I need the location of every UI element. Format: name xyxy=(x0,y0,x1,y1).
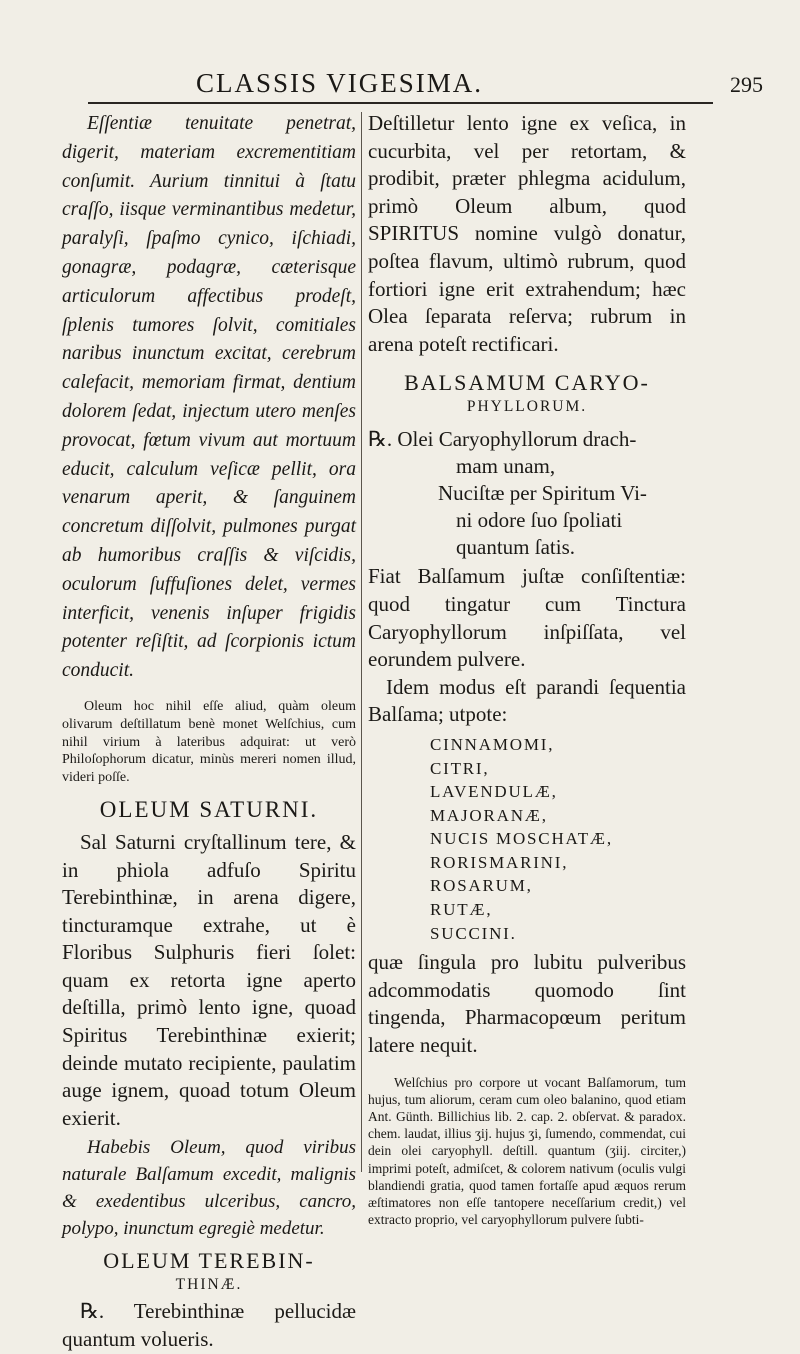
list-item: CINNAMOMI, xyxy=(430,734,555,754)
header-rule xyxy=(88,102,713,104)
recipe-item-1-line1: ℞. Olei Caryophyllorum drach- xyxy=(368,427,637,452)
recipe-item-2-line1: Nuciſtæ per Spiritum Vi- xyxy=(438,481,647,506)
heading-balsamum-line2: PHYLLORUM. xyxy=(466,398,588,416)
column-divider xyxy=(361,112,362,1172)
heading-balsamum-line1: BALSAMUM CARYO- xyxy=(404,370,650,396)
fiat-paragraph: Fiat Balſamum juſtæ conſiſtentiæ: quod tingatur cum Tinctura Caryophyllorum inſpiſſata, vel eorundem pulvere. xyxy=(368,564,686,672)
saturni-virtues: Habebis Oleum, quod viribus naturale Balſamum excedit, malignis & exedentibus ulceribus, cancro, polypo, inunctum egregiè medetur. xyxy=(62,1137,356,1240)
page-header xyxy=(0,68,800,104)
list-item: CITRI, xyxy=(430,758,490,778)
list-item: LAVENDULÆ, xyxy=(430,782,558,802)
recipe-item-1 xyxy=(368,426,686,480)
idem-paragraph: Idem modus eſt parandi ſequentia Balſama; utpote: xyxy=(368,674,686,727)
page-number: 295 xyxy=(730,72,763,97)
footnote-left: Oleum hoc nihil eſſe aliud, quàm oleum olivarum deſtillatum benè monet Welſchius, cum nihil virium à lateribus adquirat: ut verò Philoſophorum dicatur, minùs mereri nomen illud, videri poſſe. xyxy=(62,698,356,786)
list-item: RORISMARINI, xyxy=(430,852,569,872)
recipe-item-1-line2: mam unam, xyxy=(456,454,556,479)
list-item: RUTÆ, xyxy=(430,900,493,920)
heading-oleum-terebinthinae xyxy=(62,1248,356,1296)
heading-oleum-saturni: OLEUM SATURNI. xyxy=(99,796,319,822)
left-column xyxy=(62,110,356,1354)
heading-terebinthinae-line2: THINÆ. xyxy=(175,1276,243,1294)
heading-terebinthinae-line1: OLEUM TEREBIN- xyxy=(103,1248,315,1274)
recipe-item-2 xyxy=(368,480,686,561)
footnote-right: Welſchius pro corpore ut vocant Balſamorum, tum hujus, tum aliorum, ceram cum oleo balanino, quod etiam Ant. Günth. Billichius lib. 2. cap. 2. obſervat. & paradox. chem. laudat, illius ʒij. hujus ʒi, ſumendo, commendat, cui dein olei caryophyll. deſtill. quantum (ʒiij. circiter,) imprimi poteſt, admiſcet, & colorem nativum (oculis vulgi blandiendi gratia, quod tamen fortaſſe apud æquos rerum æſtimatores non eſſe tantopere neceſſarium credit,) vel extracto proprio, vel caryophyllorum pulvere ſubti- xyxy=(368,1074,686,1228)
quae-paragraph: quæ ſingula pro lubitu pulveribus adcommodatis quomodo ſint tingenda, Pharmacopœum peritum latere nequit. xyxy=(368,950,686,1058)
running-title: CLASSIS VIGESIMA. xyxy=(196,68,484,98)
list-item: NUCIS MOSCHATÆ, xyxy=(430,829,613,849)
distillation-paragraph: Deſtilletur lento igne ex veſica, in cucurbita, vel per retortam, & prodibit, præter phlegma acidulum, primò Oleum album, quod SPIRITUS nomine vulgò donatur, poſtea flavum, ultimò rubrum, quod fortiori igne erit extrahendum; hæc Olea ſeparata reſerva; rubrum in arena poteſt rectificari. xyxy=(368,111,686,356)
saturni-recipe: Sal Saturni cryſtallinum tere, & in phiola adfuſo Spiritu Terebinthinæ, in arena digere, tincturamque extrahe, ut è Floribus Sulphuris fieri ſolet: quam ex retorta igne aperto deſtilla, primò lento igne, quoad Spiritus Terebinthinæ exierit; deinde mutato recipiente, paulatim auge ignem, quoad totum Oleum exierit. xyxy=(62,829,356,1130)
recipe-item-2-line2: ni odore ſuo ſpoliati xyxy=(456,508,623,533)
list-item: SUCCINI. xyxy=(430,923,517,943)
list-item: MAJORANÆ, xyxy=(430,805,548,825)
heading-balsamum-caryophyllorum xyxy=(368,370,686,418)
list-item: ROSARUM, xyxy=(430,876,533,896)
balsam-list xyxy=(368,733,686,945)
right-column xyxy=(368,110,686,1228)
virtues-paragraph: Eſſentiæ tenuitate penetrat, digerit, materiam excrementitiam conſumit. Aurium tinnitui à ſtatu craſſo, iisque verminantibus medetur, paralyſi, ſpaſmo cynico, iſchiadi, gonagræ, podagræ, cæterisque articulorum affectibus prodeſt, ſplenis tumores ſolvit, comitiales naribus inunctum excitat, cerebrum calefacit, memoriam firmat, dentium dolorem ſedat, injectum utero menſes provocat, fœtum vivum aut mortuum educit, calculum veſicæ pellit, ora venarum aperit, & ſanguinem concretum diſſolvit, pulmones purgat ab humoribus craſſis & viſcidis, oculorum ſuffuſiones delet, vermes interficit, venenis inſuper frigidis potenter reſiſtit, ad ſcorpionis ictum conducit. xyxy=(62,113,356,682)
recipe-item-2-line3: quantum ſatis. xyxy=(456,535,575,560)
terebinthinae-recipe: ℞. Terebinthinæ pellucidæ quantum volueris. xyxy=(62,1299,356,1352)
